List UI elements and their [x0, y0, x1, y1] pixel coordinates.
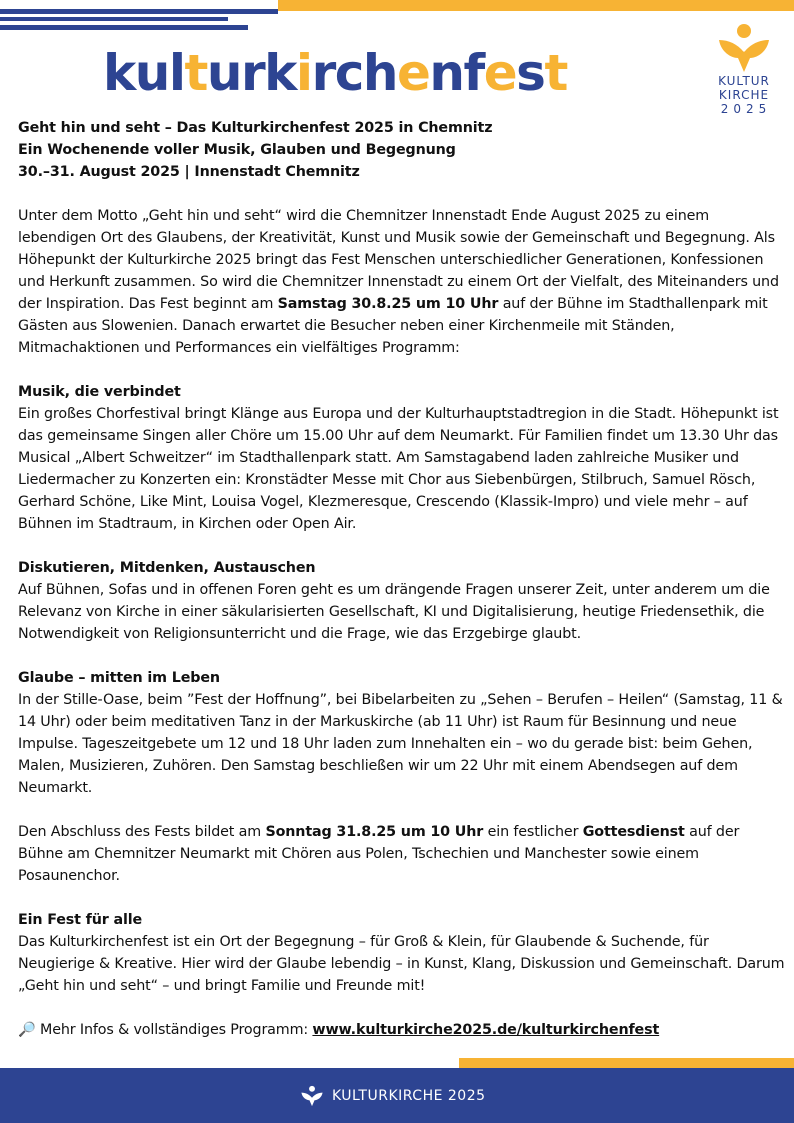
magnifier-icon: 🔎 [18, 1022, 36, 1038]
kulturkirchenfest-wordmark: kulturkirchenfest [103, 44, 567, 102]
glaube-section [18, 667, 788, 799]
footer-label: KULTURKIRCHE 2025 [332, 1088, 486, 1104]
abschluss-paragraph: Den Abschluss des Fests bildet am Sonntag 31.8.25 um 10 Uhr ein festlicher Gottesdienst auf der Bühne am Chemnitzer Neumarkt mit Chören aus Polen, Tschechien und Manchester sowie einem Posaunenchor. [18, 824, 740, 884]
intro-block [18, 117, 788, 183]
section-heading: Ein Fest für alle [18, 912, 143, 928]
fest-section [18, 909, 788, 997]
top-blue-line-2 [0, 17, 228, 21]
section-heading: Diskutieren, Mitdenken, Austauschen [18, 560, 316, 576]
dove-figure-icon [300, 1085, 324, 1107]
footer-logo [300, 1085, 486, 1107]
section-body: Ein großes Chorfestival bringt Klänge aus Europa und der Kulturhauptstadtregion in die Stadt. Höhepunkt ist das gemeinsame Singen aller Chöre um 15.00 Uhr auf dem Neumarkt. Für Familien findet um 13.30 Uhr das Musical „Albert Schweitzer“ im Stadthallenpark statt. Am Samstagabend laden zahlreiche Musiker und Liedermacher zu Konzerten ein: Kronstädter Messe mit Chor aus Siebenbürgen, Stilbruch, Samuel Rösch, Gerhard Schöne, Like Mint, Louisa Vogel, Klezmeresque, Crescendo (Klassik-Impro) und viele mehr – auf Bühnen im Stadtraum, in Kirchen oder Open Air. [18, 406, 779, 532]
diskutieren-section [18, 557, 788, 645]
section-heading: Glaube – mitten im Leben [18, 670, 220, 686]
top-blue-line-1 [0, 9, 278, 14]
intro-date: 30.–31. August 2025 | Innenstadt Chemnitz [18, 164, 360, 180]
info-line: 🔎 Mehr Infos & vollständiges Programm: www.kulturkirche2025.de/kulturkirchenfest [18, 1022, 660, 1038]
intro-subtitle: Ein Wochenende voller Musik, Glauben und Begegnung [18, 142, 456, 158]
musik-section [18, 381, 788, 535]
section-body: Auf Bühnen, Sofas und in offenen Foren geht es um drängende Fragen unserer Zeit, unter anderem um die Relevanz von Kirche in einer säkularisierten Gesellschaft, KI und Digitalisierung, heutige Friedensethik, die Notwendigkeit von Religionsunterricht und die Frage, wie das Erzgebirge glaubt. [18, 582, 770, 642]
main-content [18, 117, 788, 1063]
intro-title: Geht hin und seht – Das Kulturkirchenfest 2025 in Chemnitz [18, 120, 493, 136]
section-body: Das Kulturkirchenfest ist ein Ort der Begegnung – für Groß & Klein, für Glaubende & Suchende, für Neugierige & Kreative. Hier wird der Glaube lebendig – in Kunst, Klang, Diskussion und Gemeinschaft. Darum „Geht hin und seht“ – und bringt Familie und Freunde mit! [18, 934, 785, 994]
dove-figure-icon [717, 22, 771, 74]
badge-line-2: KIRCHE [718, 88, 770, 102]
badge-year: 2025 [720, 102, 772, 116]
motto-paragraph: Unter dem Motto „Geht hin und seht“ wird die Chemnitzer Innenstadt Ende August 2025 zu einem lebendigen Ort des Glaubens, der Kreativität, Kunst und Musik sowie der Gemeinschaft und Begegnung. Als Höhepunkt der Kulturkirche 2025 bringt das Fest Menschen unterschiedlicher Generationen, Konfessionen und Herkunft zusammen. So wird die Chemnitzer Innenstadt zu einem Ort der Vielfalt, des Miteinanders und der Inspiration. Das Fest beginnt am Samstag 30.8.25 um 10 Uhr auf der Bühne im Stadthallenpark mit Gästen aus Slowenien. Danach erwartet die Besucher neben einer Kirchenmeile mit Ständen, Mitmachaktionen und Performances ein vielfältiges Programm: [18, 208, 779, 356]
top-blue-line-3 [0, 25, 248, 30]
section-body: In der Stille-Oase, beim ”Fest der Hoffnung”, bei Bibelarbeiten zu „Sehen – Berufen – Heilen“ (Samstag, 11 & 14 Uhr) oder beim meditativen Tanz in der Markuskirche (ab 11 Uhr) ist Raum für Besinnung und neue Impulse. Tageszeitgebete um 12 und 18 Uhr laden zum Innehalten ein – wo du gerade bist: beim Gehen, Malen, Musizieren, Zuhören. Den Samstag beschließen wir um 22 Uhr mit einem Abendsegen auf dem Neumarkt. [18, 692, 783, 796]
closing-date: Sonntag 31.8.25 um 10 Uhr [265, 824, 484, 840]
start-date: Samstag 30.8.25 um 10 Uhr [277, 296, 499, 312]
program-link[interactable]: www.kulturkirche2025.de/kulturkirchenfest [312, 1022, 660, 1038]
gottesdienst-label: Gottesdienst [582, 824, 685, 840]
kulturkirche-logo [710, 22, 778, 116]
badge-line-1: KULTUR [718, 74, 770, 88]
section-heading: Musik, die verbindet [18, 384, 181, 400]
